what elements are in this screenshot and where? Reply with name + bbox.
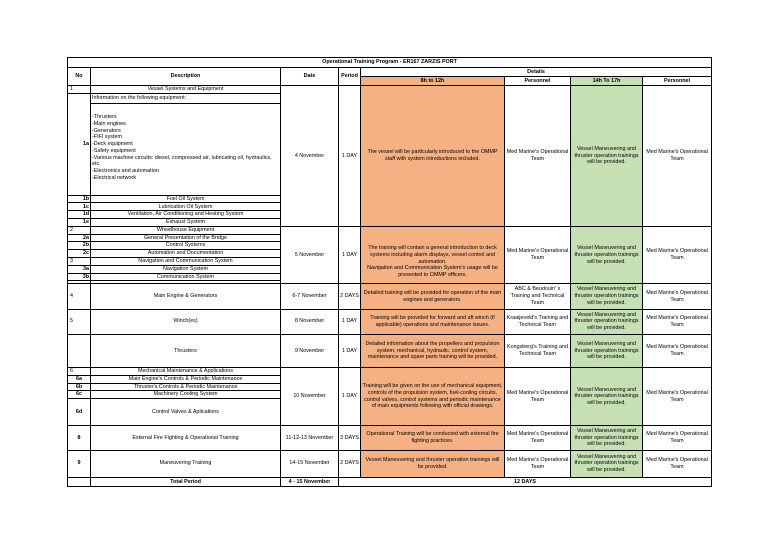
- row-number: 5: [68, 309, 91, 334]
- section-title: Maneuvering Training: [91, 450, 281, 477]
- period-cell: 3 DAYS: [339, 426, 361, 450]
- section-title: Winch(es): [91, 309, 281, 334]
- afternoon-personnel: Med Marine's Operational Team: [643, 309, 712, 334]
- afternoon-detail: Vessel Maneuvering and thruster operation trainings will be provided.: [571, 86, 643, 227]
- row-number: 1d: [68, 211, 91, 219]
- row-number: 4: [68, 284, 91, 309]
- row-number: 1a: [68, 93, 91, 195]
- total-date-range: 4 - 15 November: [281, 477, 339, 486]
- row-number: 3: [68, 258, 91, 266]
- period-cell: 1 DAY: [339, 334, 361, 367]
- row-number: 2b: [68, 242, 91, 250]
- header-description: Description: [91, 68, 281, 86]
- header-details: Details: [361, 68, 712, 77]
- morning-personnel: Med Marine's Operational Team: [505, 450, 571, 477]
- row-number: 2a: [68, 234, 91, 242]
- row-number: 1: [68, 86, 91, 94]
- section-title: Vessel Systems and Equipment: [91, 86, 281, 94]
- afternoon-detail: Vessel Maneuvering and thruster operation trainings will be provided.: [571, 309, 643, 334]
- morning-personnel: Med Marine's Operational Team: [505, 86, 571, 227]
- section-title: Mechanical Maintenance & Applications: [91, 368, 281, 376]
- row-number: 6: [68, 368, 91, 376]
- date-cell: 4 November: [281, 86, 339, 227]
- sub-item: Main Engine's Controls & Periodic Maintenance: [91, 375, 281, 383]
- row-number: 2: [68, 226, 91, 234]
- header-slot-afternoon: 14h To 17h: [571, 77, 643, 86]
- header-slot-morning: 8h to 12h: [361, 77, 505, 86]
- afternoon-detail: Vessel Maneuvering and thruster operation trainings will be provided.: [571, 426, 643, 450]
- row-number: [68, 334, 91, 367]
- sub-item: Exhaust System: [91, 219, 281, 227]
- sub-item: Navigation System: [91, 265, 281, 273]
- period-cell: 1 DAY: [339, 86, 361, 227]
- date-cell: 8 November: [281, 309, 339, 334]
- period-cell: 1 DAY: [339, 226, 361, 284]
- afternoon-detail: Vessel Maneuvering and thruster operation trainings will be provided.: [571, 284, 643, 309]
- row-number: 9: [68, 450, 91, 477]
- period-cell: 2 DAYS: [339, 284, 361, 309]
- row-number: 1b: [68, 195, 91, 203]
- sub-item: Communication System: [91, 273, 281, 281]
- afternoon-personnel: Med Marine's Operational Team: [643, 368, 712, 426]
- row-number: 8: [68, 426, 91, 450]
- morning-detail: Operational Training will be conducted with external fire fighting practices.: [361, 426, 505, 450]
- period-cell: 2 DAYS: [339, 450, 361, 477]
- morning-personnel: Kongsberg's Training and Technical Team: [505, 334, 571, 367]
- sub-item: Lubrication Oil System: [91, 203, 281, 211]
- afternoon-personnel: Med Marine's Operational Team: [643, 284, 712, 309]
- morning-personnel: Med Marine's Operational Team: [505, 226, 571, 284]
- morning-detail: Detailed information about the propellers and propulsion system, mechanical, hydraulic, control system, maintenance and spare parts training will be provided.: [361, 334, 505, 367]
- total-period-label: Total Period: [91, 477, 281, 486]
- equipment-intro: Information on the following equipment:: [91, 93, 281, 103]
- morning-personnel: ABC & Beudouin' s Training and Technical Team: [505, 284, 571, 309]
- header-date: Date: [281, 68, 339, 86]
- sheet-title: Operational Training Program - ER167 ZARZIS PORT: [68, 58, 712, 68]
- date-cell: 9 November: [281, 334, 339, 367]
- sub-item: Control Systems: [91, 242, 281, 250]
- morning-detail: The vessel will be particularly introduced to the OMMP staff with system introductions included.: [361, 86, 505, 227]
- morning-detail: Training will be given on the use of mechanical equipment, controls of the propulsion system, fuel-cooling circuits, control valves, control systems and periodic maintenance of main equipments following with official drawings.: [361, 368, 505, 426]
- period-cell: 1 DAY: [339, 368, 361, 426]
- sub-item: General Presentation of the Bridge: [91, 234, 281, 242]
- afternoon-personnel: Med Marine's Operational Team: [643, 86, 712, 227]
- section-title: Navigation and Communication System: [91, 258, 281, 266]
- period-cell: 1 DAY: [339, 309, 361, 334]
- date-cell: 11-12-13 November: [281, 426, 339, 450]
- row-number: 6c: [68, 391, 91, 399]
- morning-personnel: Med Marine's Operational Team: [505, 368, 571, 426]
- total-days: 12 DAYS: [339, 477, 712, 486]
- header-personnel-afternoon: Personnel: [643, 77, 712, 86]
- date-cell: 6-7 November: [281, 284, 339, 309]
- morning-detail: Training will be provided for forward and aft winch (if applicable) operations and maintenance issues.: [361, 309, 505, 334]
- afternoon-personnel: Med Marine's Operational Team: [643, 226, 712, 284]
- date-cell: 5 November: [281, 226, 339, 284]
- section-title: Main Engine & Generators: [91, 284, 281, 309]
- date-cell: 14-15 November: [281, 450, 339, 477]
- header-period: Period: [339, 68, 361, 86]
- afternoon-detail: Vessel Maneuvering and thruster operation trainings will be provided.: [571, 368, 643, 426]
- sub-item: Thruster's Controls & Periodic Maintenance: [91, 383, 281, 391]
- date-cell: 10 November: [281, 368, 339, 426]
- row-number: 6b: [68, 383, 91, 391]
- sub-item: Ventilation, Air Conditioning and Heating System: [91, 211, 281, 219]
- section-title: External Fire Fighting & Operational Training: [91, 426, 281, 450]
- sub-item: Machinery Cooling System: [91, 391, 281, 399]
- row-number: 1c: [68, 203, 91, 211]
- row-number: 1e: [68, 219, 91, 227]
- training-program-table: [67, 57, 712, 487]
- morning-personnel: Kraaijeveld's Training and Technical Team: [505, 309, 571, 334]
- section-title: Wheelhouse Equipment: [91, 226, 281, 234]
- afternoon-detail: Vessel Maneuvering and thruster operation trainings will be provided.: [571, 450, 643, 477]
- header-personnel-morning: Personnel: [505, 77, 571, 86]
- morning-detail: Detailed training will be provided for operation of the main engines and generators.: [361, 284, 505, 309]
- row-number: 3b: [68, 273, 91, 281]
- sub-item: Automation and Documentation: [91, 250, 281, 258]
- row-number: 2c: [68, 250, 91, 258]
- equipment-list: -Thrusters -Main engines -Generators -FIFI system -Deck equipment -Safety equipment -Various machine circuits: diesel, compressed air, lubricating oil, hydraulics, etc. -Electronics and automation -Electrical network: [91, 104, 281, 196]
- afternoon-personnel: Med Marine's Operational Team: [643, 450, 712, 477]
- morning-detail: The training will contain a general introduction to deck systems including alarm displays, vessel control and automation.: [361, 226, 505, 265]
- afternoon-personnel: Med Marine's Operational Team: [643, 334, 712, 367]
- morning-detail: Vessel Maneuvering and thruster operation trainings will be provided.: [361, 450, 505, 477]
- row-number: 3a: [68, 265, 91, 273]
- sub-item: Fuel Oil System: [91, 195, 281, 203]
- row-number: 6d: [68, 399, 91, 426]
- afternoon-detail: Vessel Maneuvering and thruster operation trainings will be provided.: [571, 334, 643, 367]
- row-number: 6a: [68, 375, 91, 383]
- sub-item: Control Valves & Aplications: [91, 399, 281, 426]
- header-no: No: [68, 68, 91, 86]
- morning-personnel: Med Marine's Operational Team: [505, 426, 571, 450]
- afternoon-detail: Vessel Maneuvering and thruster operation trainings will be provided.: [571, 226, 643, 284]
- morning-detail-nav: Navigation and Communication System's usage will be presented to OMMP officers.: [361, 265, 505, 284]
- afternoon-personnel: Med Marine's Operational Team: [643, 426, 712, 450]
- section-title: Thrusters: [91, 334, 281, 367]
